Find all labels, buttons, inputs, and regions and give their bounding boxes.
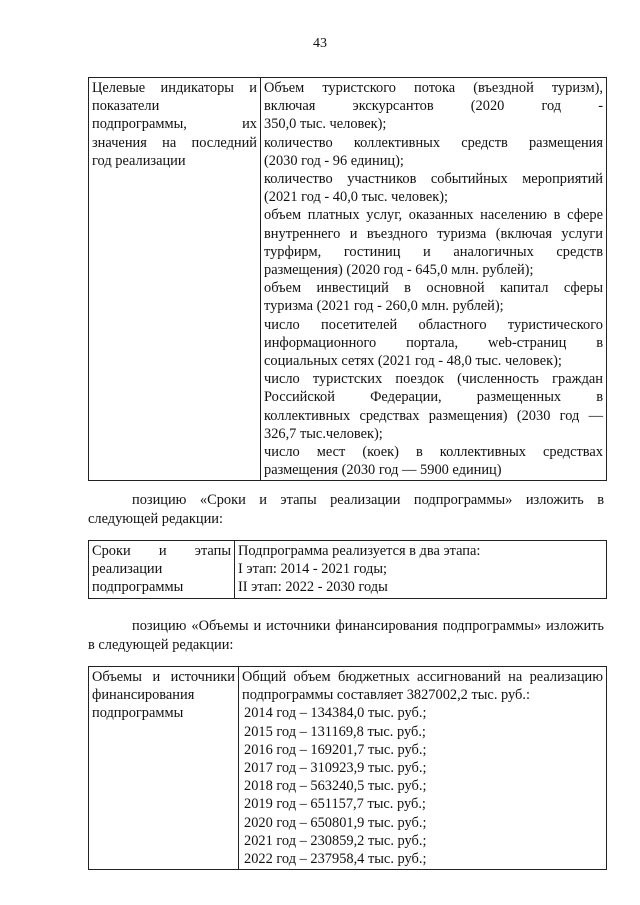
paragraph-funding: позицию «Объемы и источники финансирования подпрограммы» изложить в следующей редакции: bbox=[88, 618, 604, 653]
table-row bbox=[89, 667, 607, 870]
value-line: внутреннего и въездного туризма (включая услуги bbox=[264, 225, 603, 242]
label-line: Сроки и этапы bbox=[92, 543, 231, 559]
funding-table bbox=[88, 666, 607, 870]
target-indicators-table bbox=[88, 77, 607, 481]
value-line: туризма (2021 год - 260,0 млн. рублей); bbox=[264, 298, 504, 315]
indicators-label-cell bbox=[89, 78, 261, 481]
value-line: размещения (2030 год — 5900 единиц) bbox=[264, 462, 502, 479]
value-line: включая экскурсантов (2020 год - bbox=[264, 98, 603, 115]
value-line: II этап: 2022 - 2030 годы bbox=[238, 579, 388, 596]
value-line: турфирм, гостиниц и аналогичных средств bbox=[264, 243, 603, 260]
year-funding-line: 2014 год – 134384,0 тыс. руб.; bbox=[244, 705, 427, 722]
value-line: (2021 год - 40,0 тыс. человек); bbox=[264, 189, 449, 206]
year-funding-line: 2022 год – 237958,4 тыс. руб.; bbox=[244, 851, 427, 868]
value-line: Объем туристского потока (въездной туризм), bbox=[264, 80, 603, 96]
value-line: количество коллективных средств размещения bbox=[264, 134, 603, 151]
value-line: коллективных средствах размещения) (2030 год — bbox=[264, 407, 603, 424]
label-line: показатели bbox=[92, 98, 160, 115]
year-funding-line: 2021 год – 230859,2 тыс. руб.; bbox=[244, 832, 427, 849]
value-line: Общий объем бюджетных ассигнований на реализацию bbox=[242, 669, 603, 685]
label-line: реализации bbox=[92, 561, 163, 578]
label-line: Объемы и источники bbox=[92, 669, 235, 685]
label-line: финансирования bbox=[92, 687, 195, 704]
label-line: Целевые индикаторы и bbox=[92, 80, 257, 96]
value-line: размещения) (2020 год - 645,0 млн. рублей); bbox=[264, 262, 534, 279]
terms-label-cell bbox=[89, 541, 235, 599]
value-line: Подпрограмма реализуется в два этапа: bbox=[238, 543, 481, 559]
value-line: объем платных услуг, оказанных населению в сфере bbox=[264, 207, 603, 224]
year-funding-line: 2020 год – 650801,9 тыс. руб.; bbox=[244, 814, 427, 831]
value-line: число туристских поездок (численность граждан bbox=[264, 371, 603, 388]
value-line: информационного портала, web-страниц в bbox=[264, 334, 603, 351]
value-line: социальных сетях (2021 год - 48,0 тыс. человек); bbox=[264, 353, 562, 370]
funding-label-cell bbox=[89, 667, 239, 870]
indicators-value-cell bbox=[261, 78, 607, 481]
value-line: количество участников событийных мероприятий bbox=[264, 171, 603, 188]
table-row bbox=[89, 78, 607, 481]
value-line: число посетителей областного туристического bbox=[264, 316, 603, 333]
value-line: 350,0 тыс. человек); bbox=[264, 116, 387, 133]
page-number: 43 bbox=[313, 36, 327, 51]
value-line: объем инвестиций в основной капитал сферы bbox=[264, 280, 603, 297]
label-line: подпрограммы bbox=[92, 579, 184, 596]
year-funding-line: 2016 год – 169201,7 тыс. руб.; bbox=[244, 741, 427, 758]
value-line: Российской Федерации, размещенных в bbox=[264, 389, 603, 406]
terms-stages-table bbox=[88, 540, 607, 599]
value-line: 326,7 тыс.человек); bbox=[264, 425, 383, 442]
value-line: (2030 год - 96 единиц); bbox=[264, 152, 404, 169]
terms-value-cell bbox=[235, 541, 607, 599]
label-line: значения на последний bbox=[92, 134, 257, 151]
label-line: подпрограммы, их bbox=[92, 116, 257, 133]
year-funding-line: 2017 год – 310923,9 тыс. руб.; bbox=[244, 760, 427, 777]
label-line: подпрограммы bbox=[92, 705, 184, 722]
year-funding-line: 2015 год – 131169,8 тыс. руб.; bbox=[244, 723, 426, 740]
paragraph-terms: позицию «Сроки и этапы реализации подпрограммы» изложить в следующей редакции: bbox=[88, 492, 604, 527]
table-row bbox=[89, 541, 607, 599]
value-line: I этап: 2014 - 2021 годы; bbox=[238, 561, 387, 578]
value-line: число мест (коек) в коллективных средствах bbox=[264, 444, 603, 461]
value-line: подпрограммы составляет 3827002,2 тыс. руб.: bbox=[242, 687, 530, 704]
funding-value-cell bbox=[239, 667, 607, 870]
year-funding-line: 2018 год – 563240,5 тыс. руб.; bbox=[244, 778, 427, 795]
year-funding-line: 2019 год – 651157,7 тыс. руб.; bbox=[244, 796, 426, 813]
label-line: год реализации bbox=[92, 152, 186, 169]
